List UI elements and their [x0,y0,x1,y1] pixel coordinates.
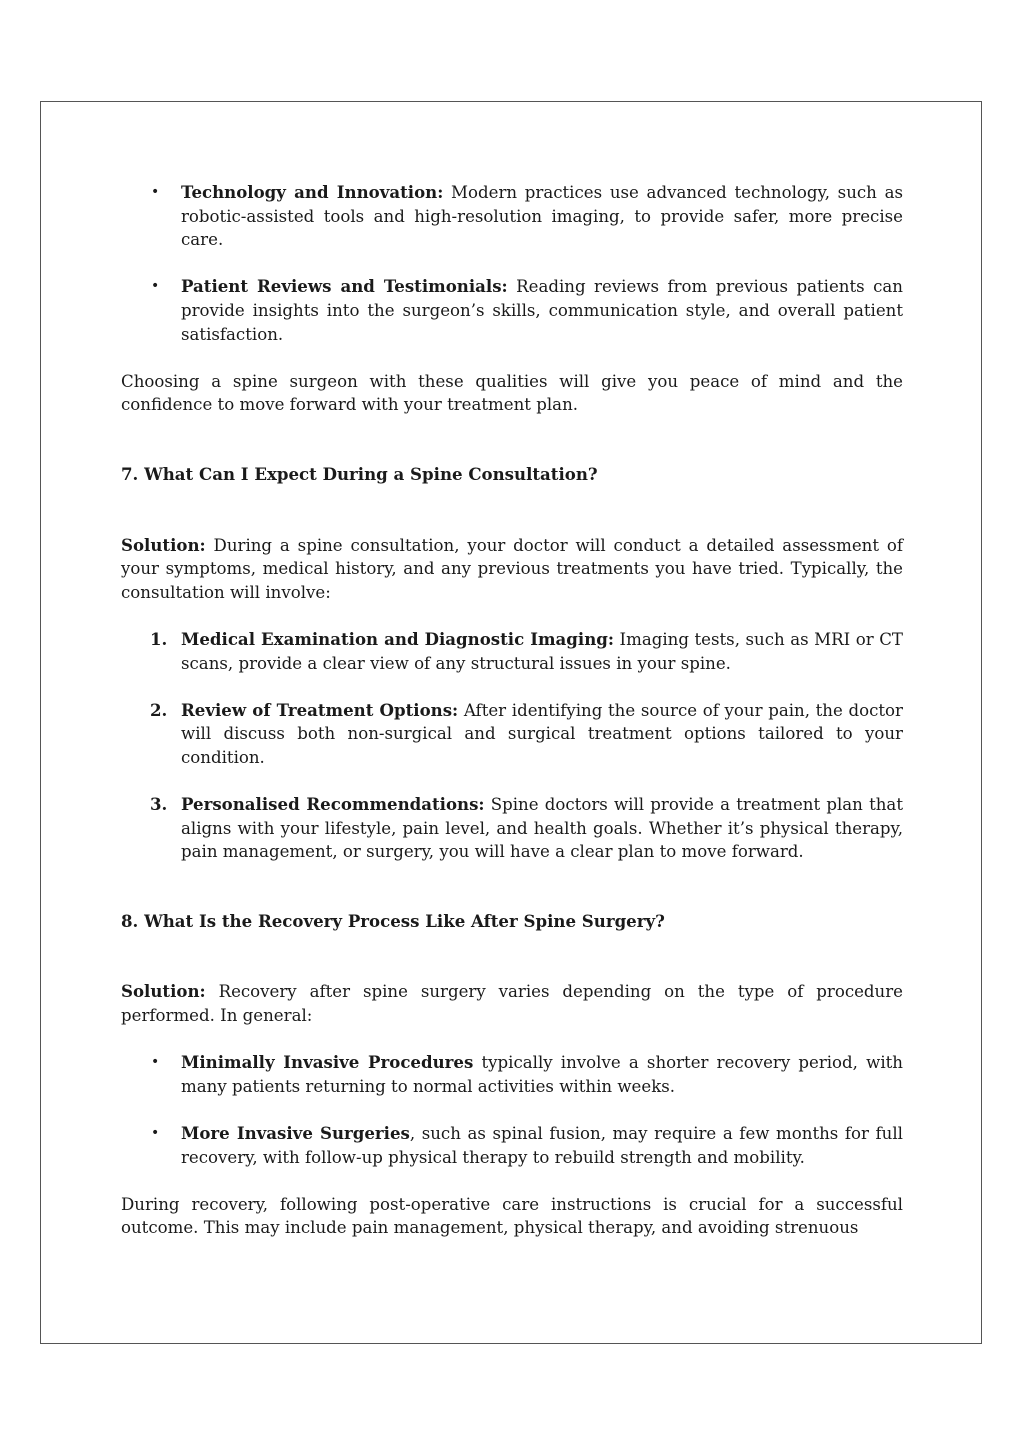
item-lead: Personalised Recommendations: [181,794,485,815]
section-7-solution [121,534,903,605]
item-number: 3. [150,794,168,815]
recovery-bullet-list [121,1051,903,1169]
item-text: Imaging tests, such as MRI or CT scans, provide a clear view of any structural issues in your spine. [181,629,903,673]
solution-text: Recovery after spine surgery varies depending on the type of procedure performed. In general: [121,982,903,1026]
section-8-heading: 8. What Is the Recovery Process Like After Spine Surgery? [121,910,665,931]
document-body [121,181,903,1240]
item-text: , such as spinal fusion, may require a few months for full recovery, with follow-up physical therapy to rebuild strength and mobility. [181,1124,903,1167]
list-item [121,793,903,864]
solution-text: During a spine consultation, your doctor will conduct a detailed assessment of your symptoms, medical history, and any previous treatments you have tried. Typically, the consultation will involve: [121,535,903,602]
list-item [121,628,903,675]
item-text: typically involve a shorter recovery period, with many patients returning to normal activities within weeks. [181,1053,903,1096]
item-text: Modern practices use advanced technology, such as robotic-assisted tools and high-resolution imaging, to provide safer, more precise care. [181,183,903,250]
section-8-solution [121,980,903,1027]
item-lead: Medical Examination and Diagnostic Imaging: [181,628,615,649]
closing-paragraph: Choosing a spine surgeon with these qualities will give you peace of mind and the confidence to move forward with your treatment plan. [121,371,903,415]
consultation-numbered-list [121,628,903,864]
list-item [121,699,903,770]
item-lead: Technology and Innovation: [181,182,444,202]
item-text: Reading reviews from previous patients can provide insights into the surgeon’s skills, communication style, and overall patient satisfaction. [181,277,903,344]
list-item [121,1122,903,1169]
item-text: After identifying the source of your pain, the doctor will discuss both non-surgical and surgical treatment options tailored to your condition. [181,700,903,767]
list-item [121,181,903,252]
item-number: 1. [150,628,168,649]
item-text: Spine doctors will provide a treatment plan that aligns with your lifestyle, pain level, and health goals. Whether it’s physical therapy, pain management, or surgery, you will have a clear plan to move forward. [181,795,903,862]
item-lead: Review of Treatment Options: [181,699,459,720]
item-lead: More Invasive Surgeries [181,1123,410,1143]
section-7-heading: 7. What Can I Expect During a Spine Consultation? [121,463,598,484]
intro-bullet-list [121,181,903,346]
list-item [121,275,903,346]
item-lead: Minimally Invasive Procedures [181,1052,474,1073]
item-lead: Patient Reviews and Testimonials: [181,276,508,297]
recovery-closing-paragraph: During recovery, following post-operative care instructions is crucial for a successful outcome. This may include pain management, physical therapy, and avoiding strenuous [121,1194,903,1238]
solution-label: Solution: [121,534,206,555]
item-number: 2. [150,699,168,720]
solution-label: Solution: [121,981,206,1002]
list-item [121,1051,903,1098]
